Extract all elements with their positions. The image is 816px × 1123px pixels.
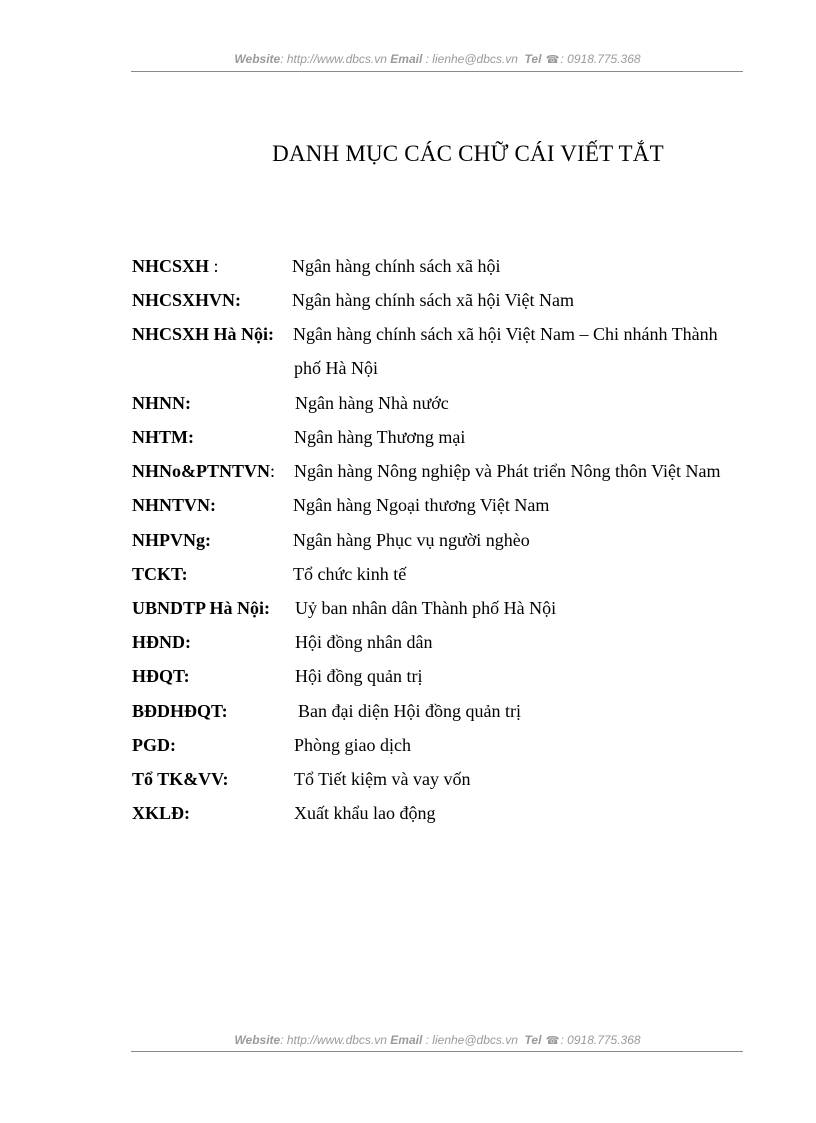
- entry-abbr: BĐDHĐQT:: [132, 701, 228, 721]
- entry-suffix: :: [270, 461, 276, 481]
- header-email-value[interactable]: : lienhe@dbcs.vn: [425, 52, 518, 66]
- entry-abbr: Tổ TK&VV:: [132, 769, 229, 789]
- entry-definition: Hội đồng nhân dân: [295, 632, 433, 652]
- entry-abbr: TCKT:: [132, 564, 188, 584]
- footer-email-value[interactable]: : lienhe@dbcs.vn: [425, 1033, 518, 1047]
- footer-email-label: Email: [390, 1033, 423, 1047]
- footer-tel-label: Tel: [524, 1033, 542, 1047]
- entry-abbr: NHTM:: [132, 427, 194, 447]
- page-footer: [132, 1033, 743, 1047]
- entry-definition: Ngân hàng chính sách xã hội Việt Nam – Chi nhánh Thành: [293, 324, 718, 344]
- entry-abbr: XKLĐ:: [132, 803, 190, 823]
- phone-icon: ☎: [545, 1035, 560, 1047]
- entry-definition-continuation: phố Hà Nội: [294, 358, 378, 378]
- entry-abbr: NHPVNg:: [132, 530, 211, 550]
- entry-abbr: NHNTVN:: [132, 495, 216, 515]
- entry-definition: Tổ Tiết kiệm và vay vốn: [294, 769, 471, 789]
- entry-definition: Hội đồng quản trị: [295, 666, 423, 686]
- entry-abbr: UBNDTP Hà Nội:: [132, 598, 271, 618]
- entry-abbr: NHNN:: [132, 393, 191, 413]
- header-website-label: Website: [234, 52, 281, 66]
- entry-suffix: :: [209, 256, 219, 276]
- entry-definition: Ngân hàng Nhà nước: [295, 393, 449, 413]
- entry-definition: Ngân hàng chính sách xã hội Việt Nam: [292, 290, 575, 310]
- header-website-value[interactable]: : http://www.dbcs.vn: [280, 52, 387, 66]
- page-title: DANH MỤC CÁC CHỮ CÁI VIẾT TẮT: [272, 141, 664, 166]
- entry-abbr: NHCSXH: [132, 256, 210, 276]
- header-rule: [131, 71, 743, 72]
- entry-definition: Uỷ ban nhân dân Thành phố Hà Nội: [295, 598, 557, 618]
- entry-definition: Ban đại diện Hội đồng quản trị: [298, 701, 521, 721]
- header-email-label: Email: [390, 52, 423, 66]
- phone-icon: ☎: [545, 54, 560, 66]
- footer-tel-value: : 0918.775.368: [560, 1033, 641, 1047]
- entry-definition: Ngân hàng Nông nghiệp và Phát triển Nông thôn Việt Nam: [294, 461, 721, 481]
- entry-definition: Tổ chức kinh tế: [293, 564, 407, 584]
- footer-rule: [131, 1051, 743, 1052]
- entry-abbr: NHCSXHVN:: [132, 290, 242, 310]
- entry-abbr: HĐND:: [132, 632, 191, 652]
- entry-definition: Ngân hàng Thương mại: [294, 427, 466, 447]
- footer-website-value[interactable]: : http://www.dbcs.vn: [280, 1033, 387, 1047]
- entry-abbr: PGD:: [132, 735, 176, 755]
- entry-abbr: NHCSXH Hà Nội:: [132, 324, 275, 344]
- header-tel-label: Tel: [524, 52, 542, 66]
- footer-website-label: Website: [234, 1033, 281, 1047]
- page-header: [132, 52, 743, 66]
- entry-definition: Xuất khẩu lao động: [294, 803, 436, 823]
- entry-definition: Ngân hàng Phục vụ người nghèo: [293, 530, 530, 550]
- entry-abbr: HĐQT:: [132, 666, 190, 686]
- entry-definition: Ngân hàng chính sách xã hội: [292, 256, 501, 276]
- entry-definition: Ngân hàng Ngoại thương Việt Nam: [293, 495, 550, 515]
- header-tel-value: : 0918.775.368: [560, 52, 641, 66]
- entry-abbr: NHNo&PTNTVN: [132, 461, 270, 481]
- entry-definition: Phòng giao dịch: [294, 735, 411, 755]
